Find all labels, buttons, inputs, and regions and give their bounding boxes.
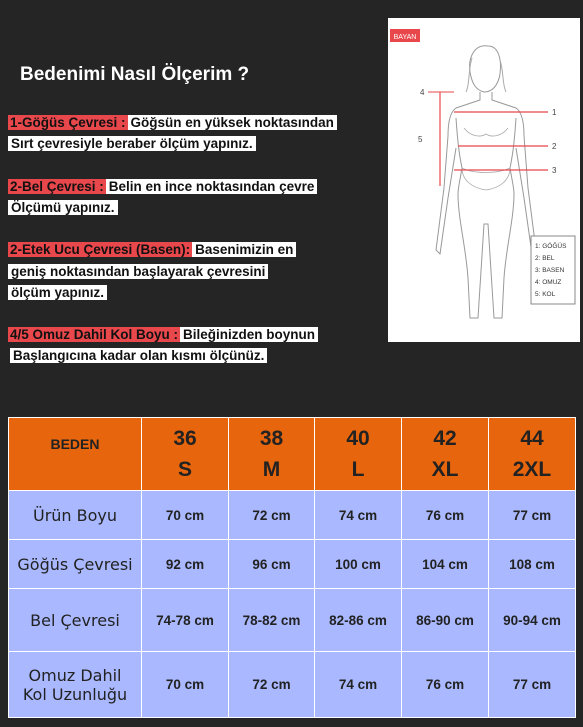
size-number: 36 (173, 427, 197, 450)
table-cell: 100 cm (315, 540, 402, 589)
table-row (9, 540, 576, 589)
size-col-44 (489, 418, 576, 491)
row-label-length: Ürün Boyu (9, 491, 142, 540)
table-cell: 82-86 cm (315, 589, 402, 652)
table-cell: 86-90 cm (402, 589, 489, 652)
instruction-chest-line2 (8, 134, 256, 153)
instruction-hip-text1: Basenimizin en (192, 242, 296, 257)
page-title: Bedenimi Nasıl Ölçerim ? (20, 64, 250, 85)
table-cell: 104 cm (402, 540, 489, 589)
figure-tag: BAYAN (393, 34, 417, 41)
header-beden: BEDEN (9, 418, 142, 491)
instruction-arm-line1 (8, 325, 318, 344)
woman-body-illustration (388, 18, 580, 342)
right-body-outline (492, 92, 536, 254)
marker-1: 1 (552, 108, 557, 117)
instruction-waist-label: 2-Bel Çevresi : (10, 179, 104, 194)
size-letter: L (351, 458, 365, 481)
table-row (9, 652, 576, 718)
size-col-38 (229, 418, 315, 491)
table-cell: 74 cm (315, 652, 402, 718)
table-cell: 90-94 cm (489, 589, 576, 652)
instruction-arm-label: 4/5 Omuz Dahil Kol Boyu : (10, 327, 179, 342)
instruction-hip-text3: ölçüm yapınız. (8, 285, 107, 300)
table-cell: 96 cm (229, 540, 315, 589)
table-cell: 78-82 cm (229, 589, 315, 652)
table-cell: 76 cm (402, 652, 489, 718)
legend-shoulder: 4: OMUZ (535, 279, 562, 286)
instruction-arm-text2: Başlangıcına kadar olan kısmı ölçünüz. (10, 348, 267, 363)
table-row (9, 491, 576, 540)
table-cell: 77 cm (489, 491, 576, 540)
bra-outline (464, 128, 508, 136)
marker-3: 3 (552, 166, 557, 175)
size-letter: S (177, 458, 192, 481)
instruction-chest-line1 (8, 113, 337, 132)
table-cell: 70 cm (142, 491, 229, 540)
table-cell: 70 cm (142, 652, 229, 718)
table-cell: 92 cm (142, 540, 229, 589)
size-number: 44 (520, 427, 544, 450)
size-letter: XL (431, 458, 459, 481)
instruction-waist-text1: Belin en ince noktasından çevre (106, 179, 318, 194)
table-cell: 76 cm (402, 491, 489, 540)
legend-hip: 3: BASEN (535, 267, 565, 274)
row-label-chest: Göğüs Çevresi (9, 540, 142, 589)
table-cell: 72 cm (229, 491, 315, 540)
instruction-chest-label: 1-Göğüs Çevresi : (10, 115, 126, 130)
size-letter: 2XL (512, 458, 552, 481)
instruction-hip-text2: geniş noktasından başlayarak çevresini (8, 264, 268, 279)
head-outline (470, 46, 501, 92)
instruction-hip-label: 2-Etek Ucu Çevresi (Basen): (10, 242, 191, 257)
size-number: 42 (433, 427, 457, 450)
left-body-outline (436, 92, 480, 254)
instruction-chest-text2: Sırt çevresiyle beraber ölçüm yapınız. (8, 136, 256, 151)
row-label-arm (9, 652, 142, 718)
instruction-waist-line1 (8, 177, 317, 196)
table-cell: 74-78 cm (142, 589, 229, 652)
marker-5: 5 (418, 135, 423, 144)
torso-outline (456, 118, 516, 318)
size-letter: M (262, 458, 281, 481)
legend-arm: 5: KOL (535, 291, 556, 298)
instruction-hip-line2 (8, 262, 268, 281)
table-row (9, 589, 576, 652)
table-cell: 72 cm (229, 652, 315, 718)
instruction-waist-line2 (8, 198, 118, 217)
underwear-outline (462, 168, 510, 190)
instruction-chest-text1: Göğsün en yüksek noktasından (128, 115, 337, 130)
size-table (8, 417, 576, 718)
instruction-waist-text2: Ölçümü yapınız. (8, 200, 118, 215)
table-cell: 108 cm (489, 540, 576, 589)
legend-waist: 2: BEL (535, 255, 555, 262)
row-label-arm-line2: Kol Uzunluğu (22, 684, 128, 704)
body-measurement-figure (388, 18, 580, 342)
size-col-42 (402, 418, 489, 491)
instruction-arm-line2 (10, 346, 267, 365)
marker-4: 4 (420, 88, 425, 97)
instruction-arm-text1: Bileğinizden boynun (180, 327, 318, 342)
row-label-waist: Bel Çevresi (9, 589, 142, 652)
table-cell: 74 cm (315, 491, 402, 540)
table-header-row (9, 418, 576, 491)
size-col-36 (142, 418, 229, 491)
marker-2: 2 (552, 142, 557, 151)
table-cell: 77 cm (489, 652, 576, 718)
instruction-hip-line1 (8, 240, 296, 259)
size-col-40 (315, 418, 402, 491)
legend-chest: 1: GÖĞÜS (535, 243, 567, 250)
instruction-hip-line3 (8, 283, 107, 302)
size-number: 38 (259, 427, 284, 450)
size-number: 40 (346, 427, 370, 450)
row-label-arm-line1: Omuz Dahil (28, 665, 122, 685)
